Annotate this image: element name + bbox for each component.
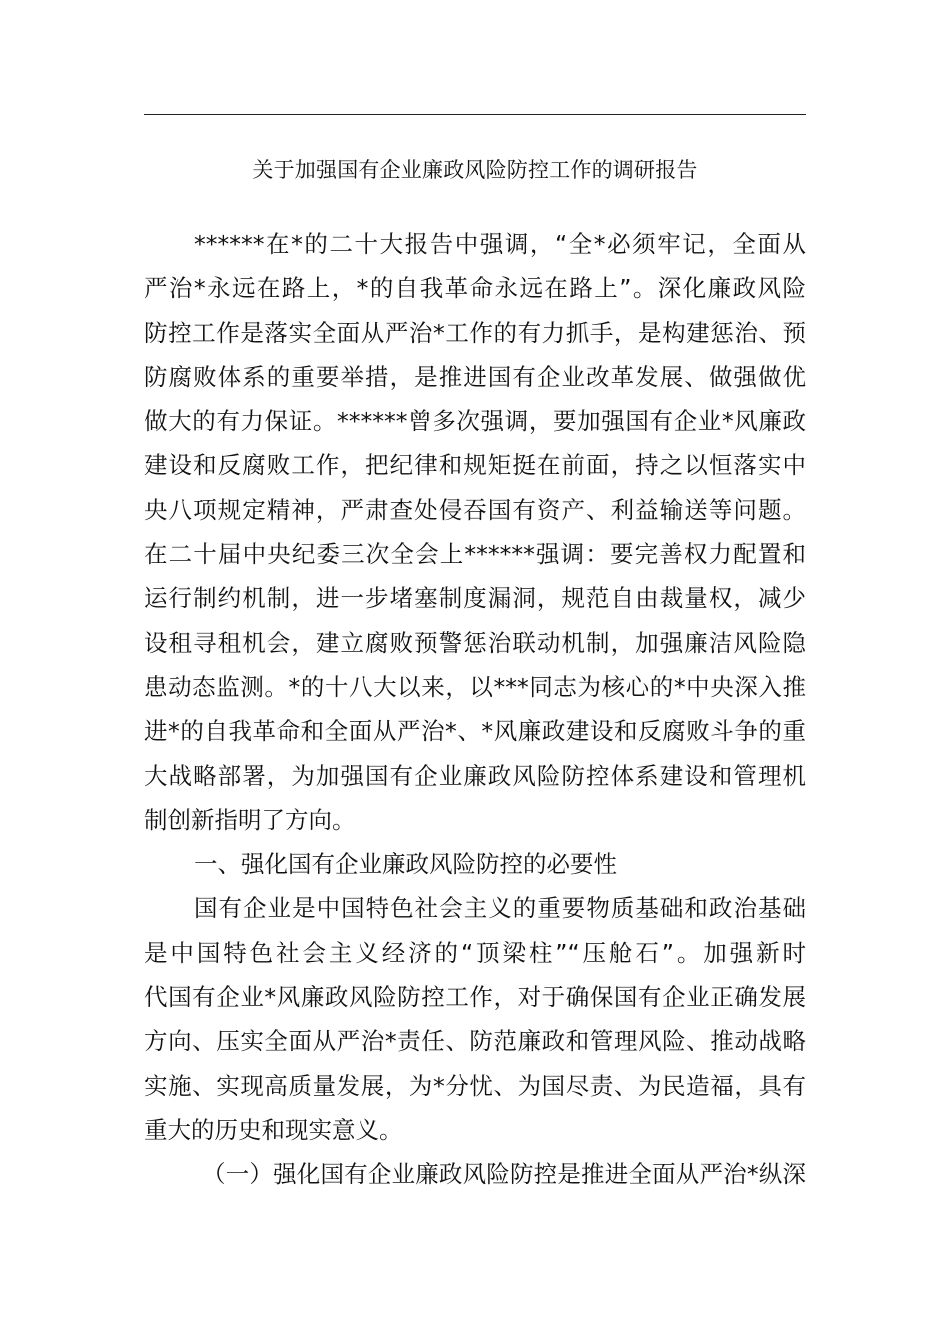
paragraph-line: 运行制约机制，进一步堵塞制度漏洞，规范自由裁量权，减少 — [144, 584, 806, 613]
document-title: 关于加强国有企业廉政风险防控工作的调研报告 — [252, 158, 698, 182]
paragraph-line: 防腐败体系的重要举措，是推进国有企业改革发展、做强做优 — [144, 362, 806, 391]
paragraph-line: 是中国特色社会主义经济的“顶梁柱”“压舱石”。加强新时 — [144, 938, 806, 967]
paragraph-line: 央八项规定精神，严肃查处侵吞国有资产、利益输送等问题。 — [144, 495, 806, 524]
paragraph-line: 方向、压实全面从严治*责任、防范廉政和管理风险、推动战略 — [144, 1027, 806, 1056]
paragraph-line: 国有企业是中国特色社会主义的重要物质基础和政治基础 — [194, 894, 806, 923]
paragraph-line: 制创新指明了方向。 — [144, 805, 356, 834]
paragraph-line: 患动态监测。*的十八大以来，以***同志为核心的*中央深入推 — [144, 672, 806, 701]
paragraph-line: 实施、实现高质量发展，为*分忧、为国尽责、为民造福，具有 — [144, 1071, 806, 1100]
paragraph-line: 设租寻租机会，建立腐败预警惩治联动机制，加强廉洁风险隐 — [144, 628, 806, 657]
document-body — [144, 222, 806, 1197]
paragraph-line: 防控工作是落实全面从严治*工作的有力抓手，是构建惩治、预 — [144, 318, 806, 347]
header-rule — [144, 114, 806, 115]
paragraph-line: 做大的有力保证。******曾多次强调，要加强国有企业*风廉政 — [144, 407, 806, 436]
paragraph-line: 代国有企业*风廉政风险防控工作，对于确保国有企业正确发展 — [144, 983, 806, 1012]
paragraph-line: 大战略部署，为加强国有企业廉政风险防控体系建设和管理机 — [144, 761, 806, 790]
paragraph-line: 严治*永远在路上，*的自我革命永远在路上”。深化廉政风险 — [144, 274, 806, 303]
paragraph-line: 重大的历史和现实意义。 — [144, 1115, 403, 1144]
paragraph-line: 进*的自我革命和全面从严治*、*风廉政建设和反腐败斗争的重 — [144, 717, 806, 746]
paragraph-line: 在二十届中央纪委三次全会上******强调：要完善权力配置和 — [144, 540, 806, 569]
section-heading: 一、强化国有企业廉政风险防控的必要性 — [194, 850, 617, 879]
paragraph-line: 建设和反腐败工作，把纪律和规矩挺在前面，持之以恒落实中 — [144, 451, 806, 480]
paragraph-line: ******在*的二十大报告中强调，“全*必须牢记，全面从 — [194, 230, 806, 258]
subsection-heading: （一）强化国有企业廉政风险防控是推进全面从严治*纵深 — [202, 1160, 806, 1189]
